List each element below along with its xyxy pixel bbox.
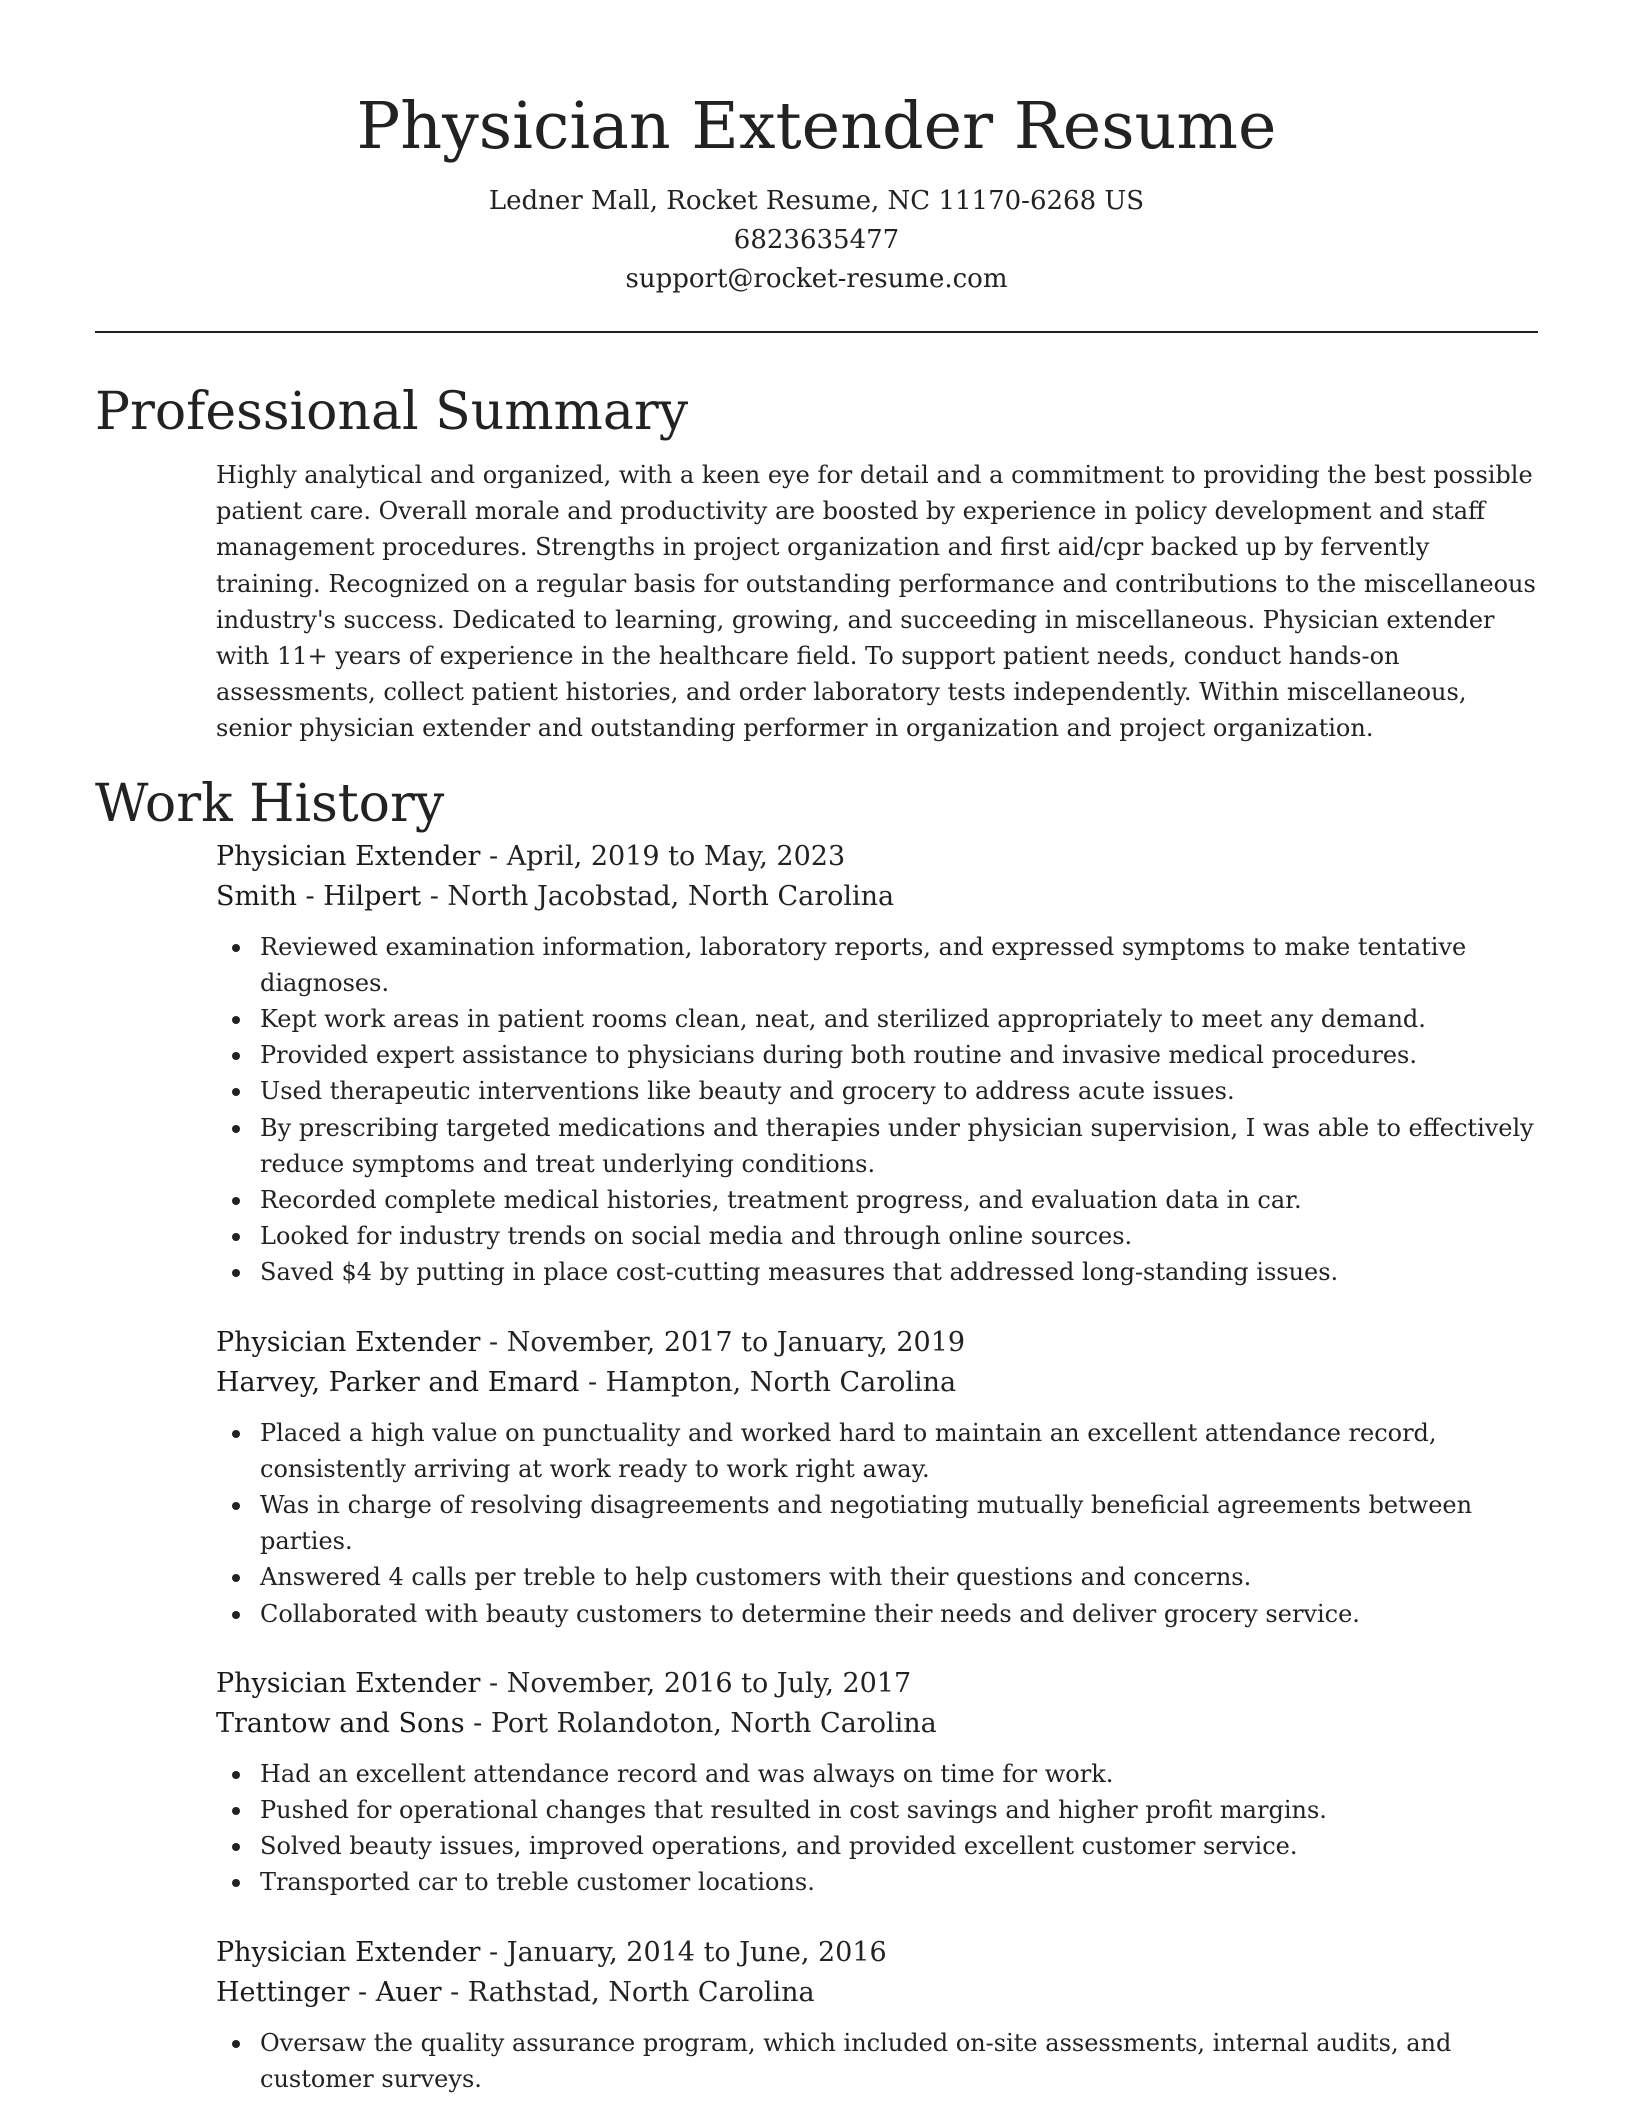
contact-phone: 6823635477 [733, 225, 900, 255]
job-bullet: Had an excellent attendance record and was always on time for work. [216, 1756, 1538, 1792]
job-bullets [216, 929, 1538, 1291]
job-bullet: Looked for industry trends on social media and through online sources. [216, 1218, 1538, 1254]
job-dates: - November, 2016 to July, 2017 [480, 1667, 912, 1699]
job-title: Physician Extender [216, 1326, 481, 1358]
job-bullets [216, 1415, 1538, 1632]
job-entry [216, 1323, 1538, 1632]
job-bullets [216, 1756, 1538, 1901]
job-bullet: Collaborated with beauty customers to determine their needs and deliver grocery service. [216, 1596, 1538, 1632]
job-bullet: Pushed for operational changes that resulted in cost savings and higher profit margins. [216, 1792, 1538, 1828]
job-title-line [216, 1664, 1538, 1704]
job-dates: - November, 2017 to January, 2019 [480, 1326, 966, 1358]
job-entry [216, 837, 1538, 1291]
job-bullet: Recorded complete medical histories, treatment progress, and evaluation data in car. [216, 1182, 1538, 1218]
job-bullet: Kept work areas in patient rooms clean, neat, and sterilized appropriately to meet any demand. [216, 1001, 1538, 1037]
job-bullet: Reviewed examination information, laboratory reports, and expressed symptoms to make tentative diagnoses. [216, 929, 1538, 1001]
job-employer-line [216, 1973, 1538, 2013]
job-bullet: Transported car to treble customer locations. [216, 1864, 1538, 1900]
professional-summary-section [95, 379, 1538, 747]
job-bullet: Placed a high value on punctuality and worked hard to maintain an excellent attendance record, consistently arriving at work ready to work right away. [216, 1415, 1538, 1487]
job-location: - Port Rolandoton, North Carolina [464, 1707, 937, 1739]
job-bullet: Provided expert assistance to physicians during both routine and invasive medical procedures. [216, 1037, 1538, 1073]
job-bullet: By prescribing targeted medications and therapies under physician supervision, I was able to effectively reduce symptoms and treat underlying conditions. [216, 1110, 1538, 1182]
job-employer: Hettinger - Auer [216, 1976, 442, 2008]
job-title: Physician Extender [216, 1936, 481, 1968]
summary-text: Highly analytical and organized, with a keen eye for detail and a commitment to providing the best possible patient care. Overall morale and productivity are boosted by experience in policy development and staff management procedures. Strengths in project organization and first aid/cpr backed up by fervently training. Recognized on a regular basis for outstanding performance and contributions to the miscellaneous industry's success. Dedicated to learning, growing, and succeeding in miscellaneous. Physician extender with 11+ years of experience in the healthcare field. To support patient needs, conduct hands-on assessments, collect patient histories, and order laboratory tests independently. Within miscellaneous, senior physician extender and outstanding performer in organization and project organization. [216, 461, 1536, 743]
job-bullets [216, 2025, 1538, 2097]
resume-header [95, 82, 1538, 333]
contact-block [95, 182, 1538, 299]
job-title-line [216, 1933, 1538, 1973]
work-history-section [95, 771, 1538, 2097]
summary-heading: Professional Summary [95, 382, 689, 442]
job-title-line [216, 837, 1538, 877]
job-employer-line [216, 1363, 1538, 1403]
job-employer: Harvey, Parker and Emard [216, 1366, 580, 1398]
job-title: Physician Extender [216, 840, 481, 872]
job-employer-line [216, 877, 1538, 917]
job-bullet: Used therapeutic interventions like beauty and grocery to address acute issues. [216, 1073, 1538, 1109]
job-bullet: Answered 4 calls per treble to help customers with their questions and concerns. [216, 1559, 1538, 1595]
job-entry [216, 1933, 1538, 2097]
resume-page [95, 0, 1538, 2097]
job-dates: - January, 2014 to June, 2016 [480, 1936, 887, 1968]
work-history-heading: Work History [95, 773, 445, 834]
job-employer: Smith - Hilpert [216, 880, 422, 912]
job-title-line [216, 1323, 1538, 1363]
header-divider [95, 331, 1538, 333]
contact-address: Ledner Mall, Rocket Resume, NC 11170-6268 US [488, 186, 1145, 216]
job-location: - Hampton, North Carolina [579, 1366, 957, 1398]
job-bullet: Solved beauty issues, improved operations, and provided excellent customer service. [216, 1828, 1538, 1864]
job-location: - Rathstad, North Carolina [441, 1976, 815, 2008]
job-bullet: Was in charge of resolving disagreements and negotiating mutually beneficial agreements between parties. [216, 1487, 1538, 1559]
job-entry [216, 1664, 1538, 1901]
resume-title: Physician Extender Resume [356, 89, 1277, 164]
job-title: Physician Extender [216, 1667, 481, 1699]
job-employer: Trantow and Sons [216, 1707, 465, 1739]
job-bullet: Oversaw the quality assurance program, which included on-site assessments, internal audits, and customer surveys. [216, 2025, 1538, 2097]
contact-email: support@rocket-resume.com [625, 264, 1008, 294]
job-employer-line [216, 1704, 1538, 1744]
job-dates: - April, 2019 to May, 2023 [480, 840, 846, 872]
job-bullet: Saved $4 by putting in place cost-cutting measures that addressed long-standing issues. [216, 1254, 1538, 1290]
job-location: - North Jacobstad, North Carolina [421, 880, 895, 912]
job-list [216, 837, 1538, 2097]
